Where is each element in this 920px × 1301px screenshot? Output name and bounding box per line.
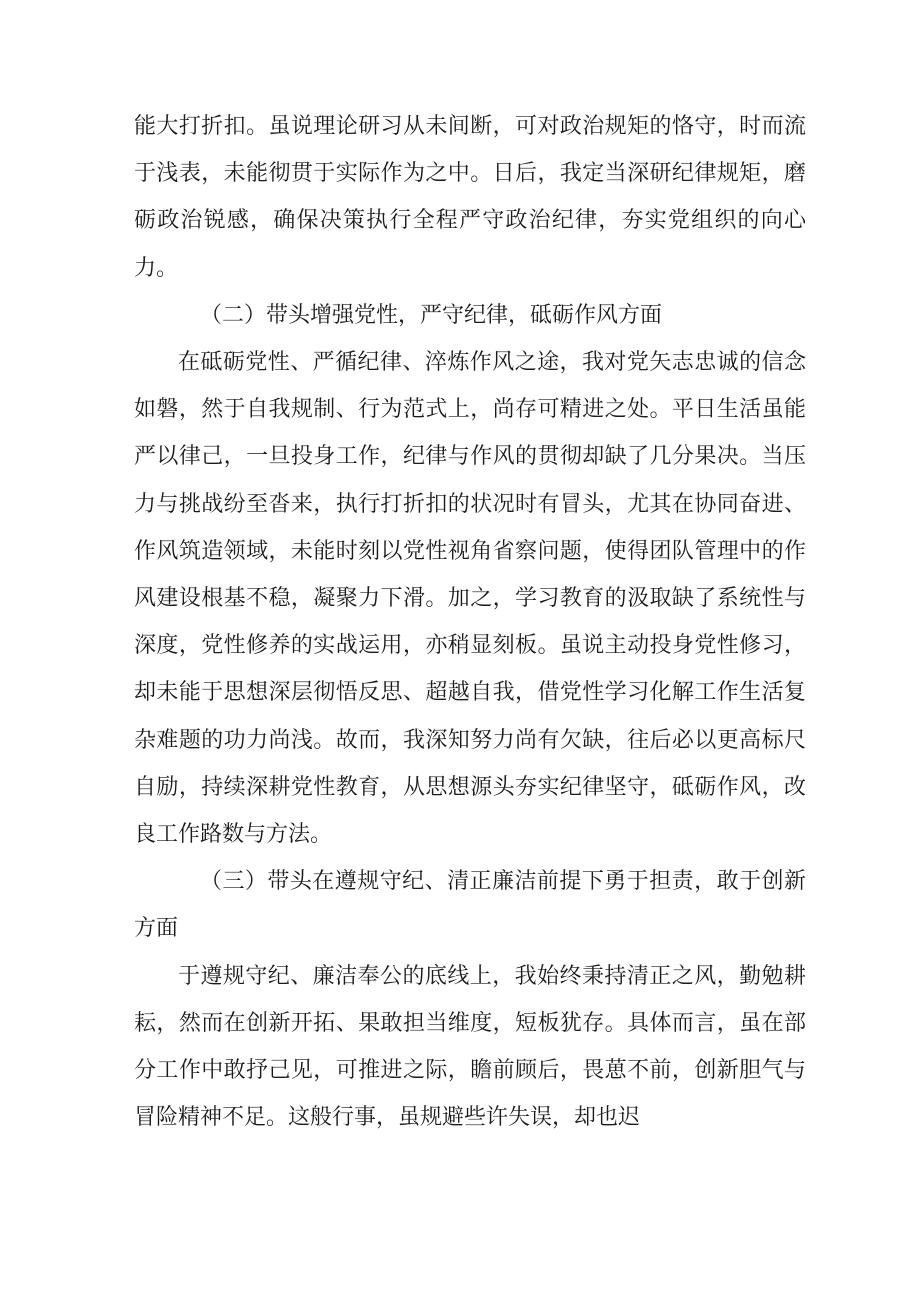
- document-page: [134, 103, 806, 1141]
- body-paragraph-section-2: 在砥砺党性、严循纪律、淬炼作风之途，我对党矢志忠诚的信念如磐，然于自我规制、行为范式上，尚存可精进之处。平日生活虽能严以律己，一旦投身工作，纪律与作风的贯彻却缺了几分果决。当压力与挑战纷至沓来，执行打折扣的状况时有冒头，尤其在协同奋进、作风筑造领域，未能时刻以党性视角省察问题，使得团队管理中的作风建设根基不稳，凝聚力下滑。加之，学习教育的汲取缺了系统性与深度，党性修养的实战运用，亦稍显刻板。虽说主动投身党性修习，却未能于思想深层彻悟反思、超越自我，借党性学习化解工作生活复杂难题的功力尚浅。故而，我深知努力尚有欠缺，往后必以更高标尺自励，持续深耕党性教育，从思想源头夯实纪律坚守，砥砺作风，改良工作路数与方法。: [134, 350, 806, 848]
- body-paragraph-section-3: 于遵规守纪、廉洁奉公的底线上，我始终秉持清正之风，勤勉耕耘，然而在创新开拓、果敢担当维度，短板犹存。具体而言，虽在部分工作中敢抒己见，可推进之际，瞻前顾后，畏葸不前，创新胆气与冒险精神不足。这般行事，虽规避些许失误，却也迟: [134, 963, 806, 1131]
- section-heading-2: （二）带头增强党性，严守纪律，砥砺作风方面: [200, 302, 663, 328]
- section-heading-3: （三）带头在遵规守纪、清正廉洁前提下勇于担责，敢于创新方面: [134, 869, 806, 942]
- body-paragraph-continued: 能大打折扣。虽说理论研习从未间断，可对政治规矩的恪守，时而流于浅表，未能彻贯于实际作为之中。日后，我定当深研纪律规矩，磨砺政治锐感，确保决策执行全程严守政治纪律，夯实党组织的向心力。: [134, 114, 806, 281]
